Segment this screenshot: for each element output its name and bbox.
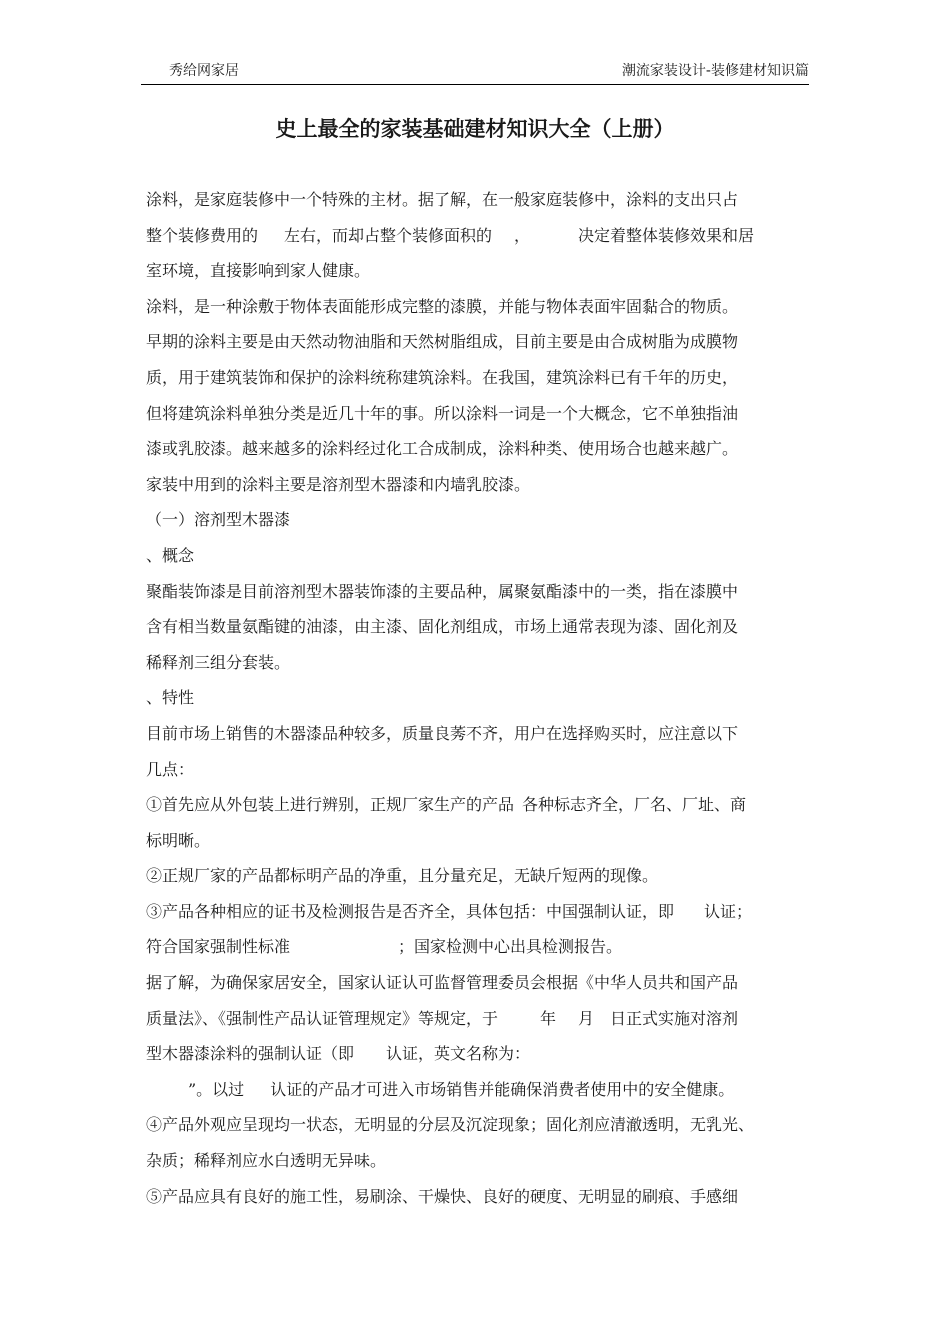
text-line: 涂料，是一种涂敷于物体表面能形成完整的漆膜，并能与物体表面牢固黏合的物质。 [146, 296, 739, 316]
text-line: 聚酯装饰漆是目前溶剂型木器装饰漆的主要品种，属聚氨酯漆中的一类，指在漆膜中 [146, 581, 739, 601]
list-item: ⑤产品应具有良好的施工性，易刷涂、干燥快、良好的硬度、无明显的刷痕、手感细 [146, 1186, 739, 1206]
text-line: 漆或乳胶漆。越来越多的涂料经过化工合成制成，涂料种类、使用场合也越来越广。 [146, 439, 739, 459]
list-item: ③产品各种相应的证书及检测报告是否齐全，具体包括：中国强制认证，即 认证； [146, 901, 753, 921]
list-item: ④产品外观应呈现均一状态，无明显的分层及沉淀现象；固化剂应清澈透明，无乳光、 [146, 1115, 755, 1135]
text-line: 整个装修费用的 左右，而却占整个装修面积的 ， 决定着整体装修效果和居 [146, 225, 755, 245]
page-header [141, 58, 809, 85]
subsection-heading: 、特性 [146, 688, 195, 708]
section-heading: （一）溶剂型木器漆 [146, 510, 291, 530]
text-line: 质量法》、《强制性产品认证管理规定》等规定，于 年 月 日正式实施对溶剂 [146, 1008, 739, 1028]
document-body [146, 182, 826, 1214]
text-line: 符合国家强制性标准 ；国家检测中心出具检测报告。 [146, 937, 623, 957]
text-line: 杂质；稀释剂应水白透明无异味。 [146, 1151, 387, 1171]
text-line: 质，用于建筑装饰和保护的涂料统称建筑涂料。在我国，建筑涂料已有千年的历史， [146, 367, 739, 387]
text-line: 室环境，直接影响到家人健康。 [146, 261, 371, 281]
header-site-name: 秀给网家居 [169, 63, 239, 79]
text-line: 型木器漆涂料的强制认证（即 认证，英文名称为： [146, 1044, 531, 1064]
text-line: 早期的涂料主要是由天然动物油脂和天然树脂组成，目前主要是由合成树脂为成膜物 [146, 332, 739, 352]
text-line: 几点： [146, 759, 195, 779]
text-line: 含有相当数量氨酯键的油漆，由主漆、固化剂组成，市场上通常表现为漆、固化剂及 [146, 617, 739, 637]
text-line: 涂料，是家庭装修中一个特殊的主材。据了解，在一般家庭装修中，涂料的支出只占 [146, 190, 739, 209]
text-line: 但将建筑涂料单独分类是近几十年的事。所以涂料一词是一个大概念，它不单独指油 [146, 403, 739, 423]
text-line: 标明晰。 [146, 830, 211, 850]
header-section-title: 潮流家装设计-装修建材知识篇 [621, 63, 809, 79]
list-item: ②正规厂家的产品都标明产品的净重，且分量充足，无缺斤短两的现像。 [146, 866, 659, 886]
document-title: 史上最全的家装基础建材知识大全（上册） [275, 117, 675, 141]
text-line: 家装中用到的涂料主要是溶剂型木器漆和内墙乳胶漆。 [146, 474, 531, 494]
text-line: 目前市场上销售的木器漆品种较多，质量良莠不齐，用户在选择购买时，应注意以下 [146, 723, 739, 743]
text-line: 稀释剂三组分套装。 [146, 652, 291, 672]
subsection-heading: 、概念 [146, 545, 195, 565]
text-line: 据了解，为确保家居安全，国家认证认可监督管理委员会根据《中华人员共和国产品 [146, 973, 739, 993]
list-item: ①首先应从外包装上进行辨别，正规厂家生产的产品 各种标志齐全，厂名、厂址、商 [146, 795, 747, 815]
text-line: ”。以过 认证的产品才可进入市场销售并能确保消费者使用中的安全健康。 [188, 1079, 735, 1099]
